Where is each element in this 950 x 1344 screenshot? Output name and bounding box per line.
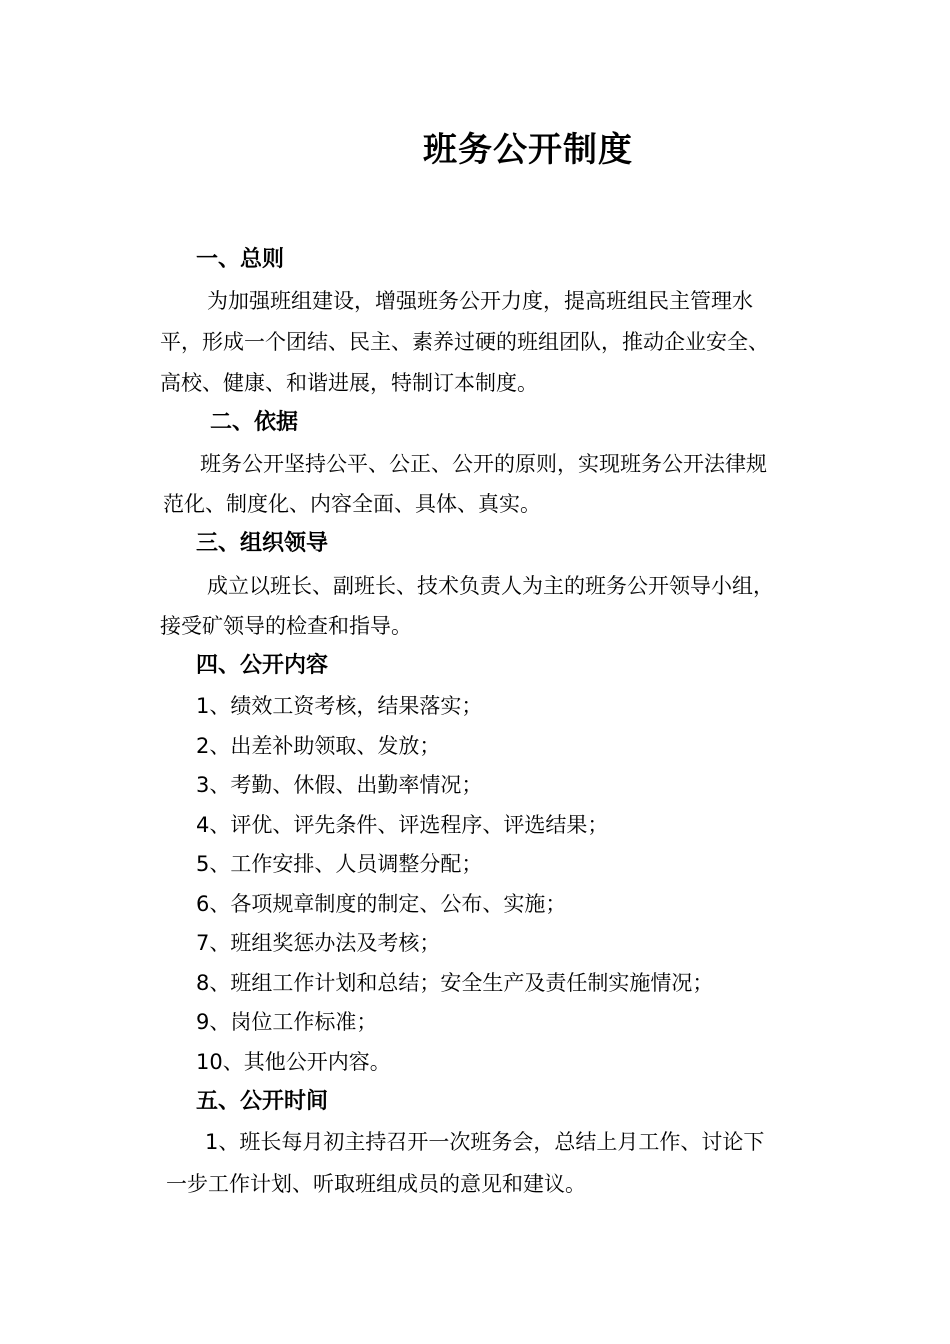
section-heading-basis: 二、依据 <box>210 410 299 435</box>
paragraph-line: 接受矿领导的检查和指导。 <box>160 614 412 638</box>
list-item: 2、出差补助领取、发放； <box>196 734 441 758</box>
list-item: 1、绩效工资考核，结果落实； <box>196 694 483 718</box>
section-heading-general: 一、总则 <box>196 247 285 272</box>
list-item: 9、岗位工作标准； <box>196 1010 378 1034</box>
list-item: 10、其他公开内容。 <box>196 1050 391 1074</box>
list-item: 3、考勤、休假、出勤率情况； <box>196 773 483 797</box>
paragraph-line: 1、班长每月初主持召开一次班务会，总结上月工作、讨论下 <box>205 1130 765 1154</box>
list-item: 6、各项规章制度的制定、公布、实施； <box>196 892 567 916</box>
page-title: 班务公开制度 <box>423 130 633 170</box>
paragraph-line: 平，形成一个团结、民主、素养过硬的班组团队，推动企业安全、 <box>160 330 769 354</box>
section-heading-timing: 五、公开时间 <box>196 1089 329 1114</box>
paragraph-line: 为加强班组建设，增强班务公开力度，提高班组民主管理水 <box>207 289 753 313</box>
paragraph-line: 范化、制度化、内容全面、具体、真实。 <box>163 492 541 516</box>
list-item: 8、班组工作计划和总结；安全生产及责任制实施情况； <box>196 971 714 995</box>
paragraph-line: 一步工作计划、听取班组成员的意见和建议。 <box>166 1172 586 1196</box>
section-heading-content: 四、公开内容 <box>196 653 329 678</box>
paragraph-line: 班务公开坚持公平、公正、公开的原则，实现班务公开法律规 <box>200 452 767 476</box>
list-item: 5、工作安排、人员调整分配； <box>196 852 483 876</box>
paragraph-line: 成立以班长、副班长、技术负责人为主的班务公开领导小组， <box>207 574 774 598</box>
list-item: 7、班组奖惩办法及考核； <box>196 931 441 955</box>
section-heading-organization: 三、组织领导 <box>196 531 329 556</box>
list-item: 4、评优、评先条件、评选程序、评选结果； <box>196 813 609 837</box>
paragraph-line: 高校、健康、和谐进展，特制订本制度。 <box>160 371 538 395</box>
